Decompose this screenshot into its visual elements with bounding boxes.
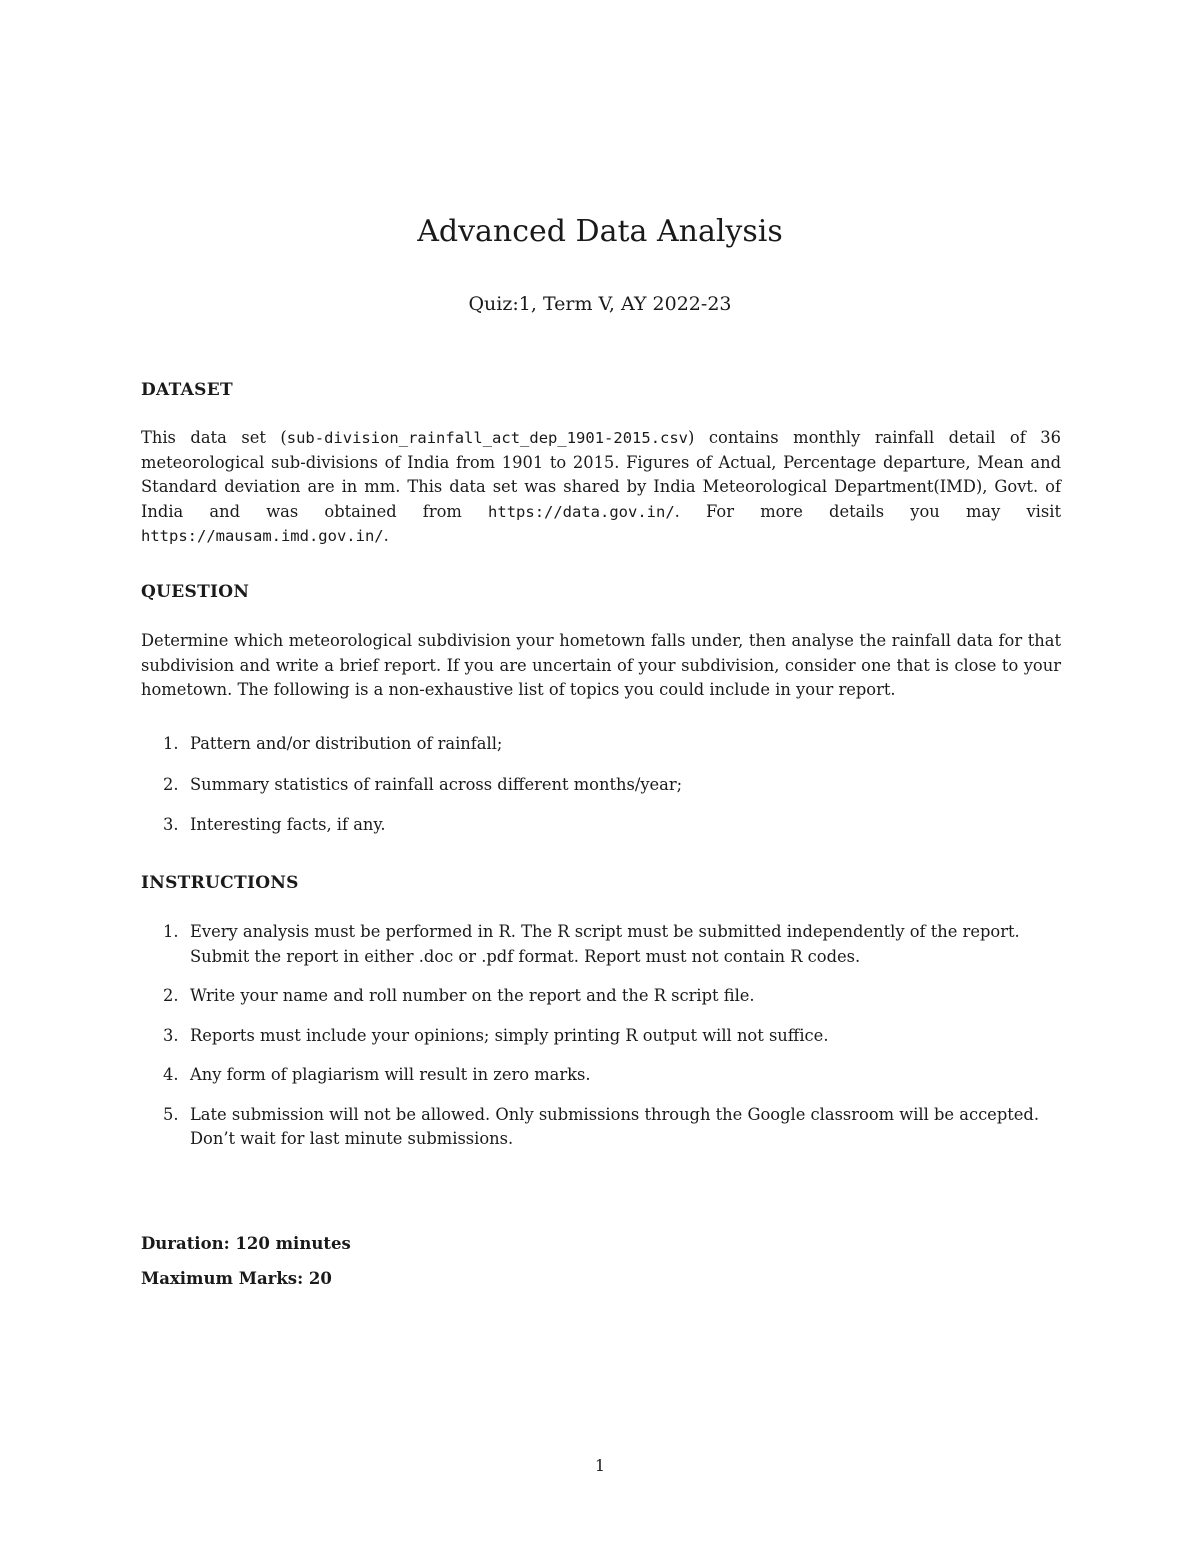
list-item-number: 2.: [163, 986, 179, 1005]
list-item-number: 3.: [163, 815, 179, 834]
list-item-number: 1.: [163, 922, 179, 941]
list-item-number: 1.: [163, 734, 179, 753]
list-item-text: Pattern and/or distribution of rainfall;: [190, 734, 503, 753]
list-item-text: Reports must include your opinions; simply printing R output will not suffice.: [190, 1025, 829, 1045]
list-item: [141, 1063, 1063, 1088]
list-item-text: Any form of plagiarism will result in zero marks.: [190, 1065, 591, 1084]
list-item-number: 3.: [163, 1025, 179, 1045]
dataset-heading: DATASET: [141, 380, 233, 400]
data-gov-link[interactable]: https://data.gov.in/: [488, 502, 675, 521]
document-subtitle: Quiz:1, Term V, AY 2022-23: [468, 293, 732, 315]
instructions-list: [141, 920, 1063, 1152]
dataset-text-2: ) contains monthly rainfall detail of 36 meteorological sub-divisions of India from 1901 to 2015. Figures of Actual, Percentage departure, Mean and Standard deviation are in mm. This data set was shared by India Meteorological Department(IMD), Govt. of India and was obtained from: [141, 428, 1061, 521]
list-item-number: 2.: [163, 774, 179, 794]
list-item-number: 5.: [163, 1104, 179, 1124]
question-heading: QUESTION: [141, 582, 250, 602]
list-item-text: Write your name and roll number on the report and the R script file.: [190, 986, 755, 1005]
dataset-text-4: .: [383, 526, 389, 545]
list-item-text: Every analysis must be performed in R. The R script must be submitted independently of the report. Submit the report in either .doc or .pdf format. Report must not contain R codes.: [190, 922, 1020, 966]
list-item-number: 4.: [163, 1065, 179, 1084]
question-topics-list: [141, 732, 1063, 838]
duration-line: Duration: 120 minutes: [141, 1234, 351, 1253]
list-item-text: Interesting facts, if any.: [190, 815, 386, 834]
dataset-text-1: This data set (: [141, 428, 287, 447]
imd-link[interactable]: https://mausam.imd.gov.in/: [141, 527, 384, 545]
max-marks-line: Maximum Marks: 20: [141, 1269, 332, 1288]
question-paragraph: Determine which meteorological subdivision your hometown falls under, then analyse the rainfall data for that subdivision and write a brief report. If you are uncertain of your subdivision, consider one that is close to your hometown. The following is a non-exhaustive list of topics you could include in your report.: [141, 631, 1061, 699]
list-item: [141, 813, 1063, 838]
list-item: [141, 1103, 1063, 1152]
list-item: [141, 773, 1063, 798]
list-item: [141, 984, 1063, 1009]
page-number: 1: [594, 1456, 606, 1475]
dataset-text-3: . For more details you may visit: [674, 501, 1061, 521]
list-item-text: Summary statistics of rainfall across different months/year;: [190, 774, 683, 794]
dataset-paragraph: [141, 426, 1061, 549]
list-item: [141, 920, 1063, 969]
list-item-text: Late submission will not be allowed. Only submissions through the Google classroom will be accepted. Don’t wait for last minute submissions.: [190, 1104, 1040, 1148]
document-title: Advanced Data Analysis: [417, 214, 783, 249]
instructions-heading: INSTRUCTIONS: [141, 873, 299, 893]
list-item: [141, 732, 1063, 757]
list-item: [141, 1024, 1063, 1049]
dataset-filename: sub-division_rainfall_act_dep_1901-2015.csv: [286, 429, 689, 447]
